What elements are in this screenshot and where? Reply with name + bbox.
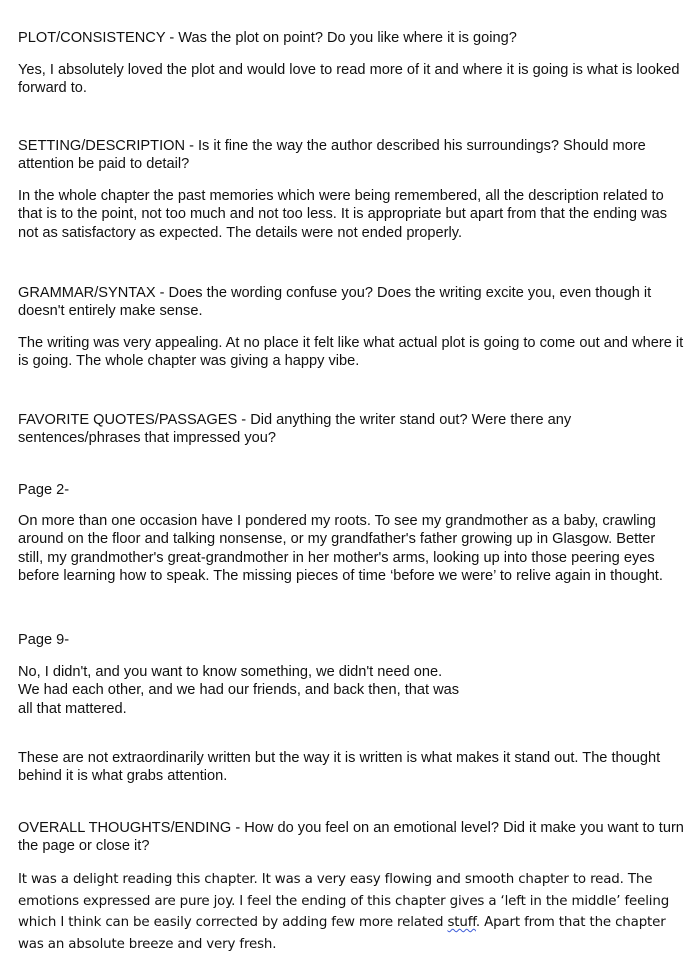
quotes-comment: These are not extraordinarily written but the way it is written is what makes it stand out. The thought behind it is what grabs attention. [18,750,661,785]
overall-answer [18,869,684,955]
setting-answer: In the whole chapter the past memories which were being remembered, all the description related to that is to the point, not too much and not too less. It is appropriate but apart from that the ending was not as satisfactory as expected. The details were not ended properly. [18,188,668,241]
page-2-label: Page 2- [18,482,70,498]
page-9-quote-line-3: all that mattered. [18,700,127,717]
page-9-label: Page 9- [18,632,70,648]
plot-answer: Yes, I absolutely loved the plot and would love to read more of it and where it is going is what is looked forward to. [18,62,680,97]
page-2-quote: On more than one occasion have I pondered my roots. To see my grandmother as a baby, crawling around on the floor and talking nonsense, or my grandfather's father growing up in Glasgow. Better still, my grandmother's great-grandmother in her mother's arms, looking up into those peering eyes before learning how to speak. The missing pieces of time ‘before we were’ to relive again in thought. [18,513,663,585]
overall-answer-text-end: . Apart from that the chapter was an absolute breeze and very fresh. [18,915,666,952]
setting-heading: SETTING/DESCRIPTION - Is it fine the way the author described his surroundings? Should more attention be paid to detail? [18,138,646,173]
page-9-quote-line-1: No, I didn't, and you want to know something, we didn't need one. [18,664,443,680]
spellcheck-flagged-word[interactable]: stuff [447,915,476,930]
overall-answer-text-start: It was a delight reading this chapter. It was a very easy flowing and smooth chapter to read. The emotions expressed are pure joy. I feel the ending of this chapter gives a ‘left in the middle’ feeling which I think can be easily corrected by adding few more related [18,872,670,930]
plot-heading: PLOT/CONSISTENCY - Was the plot on point? Do you like where it is going? [18,30,517,46]
quotes-heading: FAVORITE QUOTES/PASSAGES - Did anything the writer stand out? Were there any sentences/phrases that impressed you? [18,412,572,447]
page-9-quote [18,663,684,718]
overall-heading: OVERALL THOUGHTS/ENDING - How do you feel on an emotional level? Did it make you want to turn the page or close it? [18,820,684,855]
grammar-heading: GRAMMAR/SYNTAX - Does the wording confuse you? Does the writing excite you, even though it doesn't entirely make sense. [18,285,652,320]
grammar-answer: The writing was very appealing. At no place it felt like what actual plot is going to come out and where it is going. The whole chapter was giving a happy vibe. [18,335,684,370]
page-9-quote-line-2: We had each other, and we had our friends, and back then, that was [18,682,460,699]
